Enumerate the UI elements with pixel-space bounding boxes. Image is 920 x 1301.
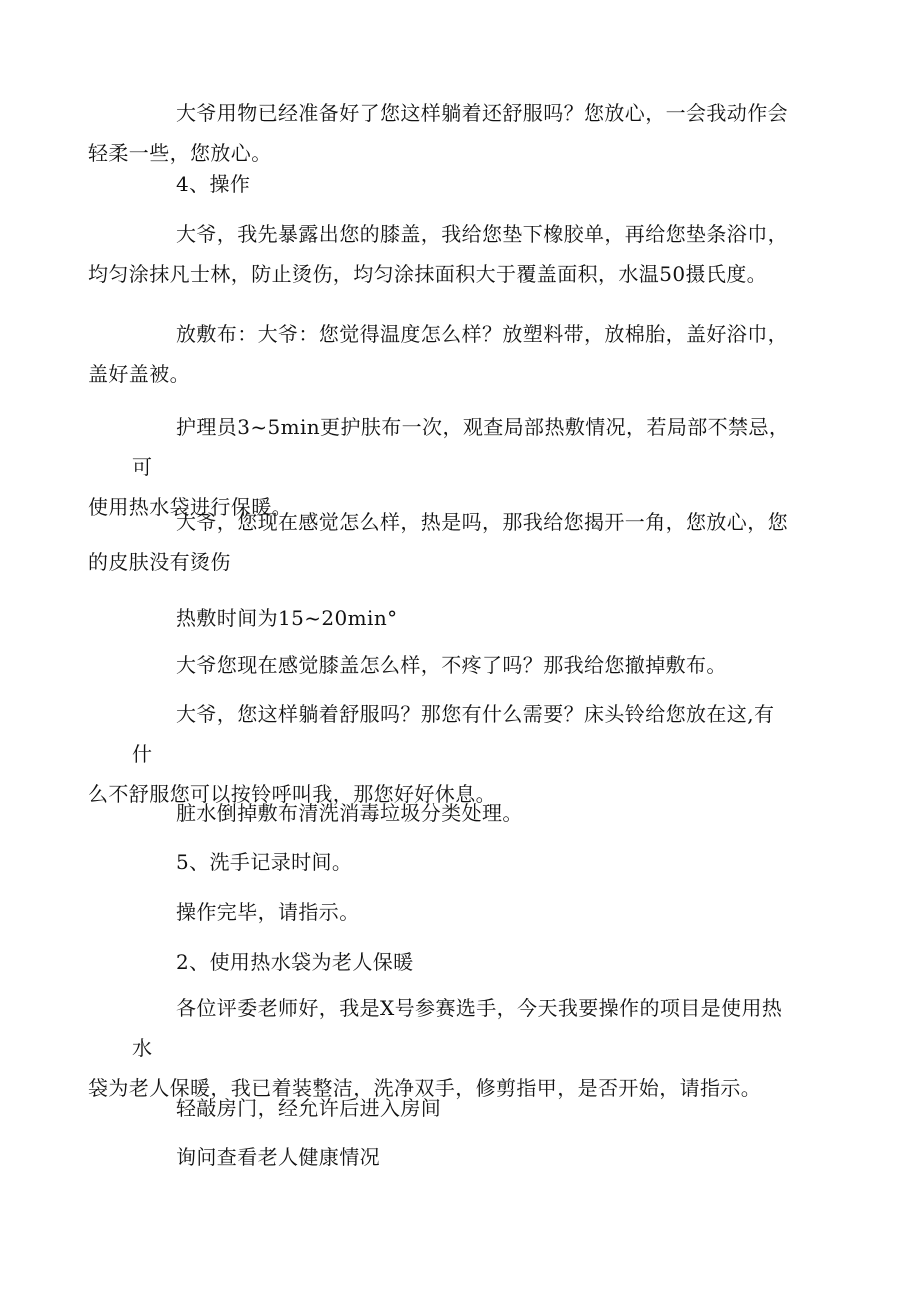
text-line: 均匀涂抹凡士林，防止烫伤，均匀涂抹面积大于覆盖面积，水温50摄氏度。: [88, 262, 768, 286]
text-line: 盖好盖被。: [88, 362, 190, 386]
text-line: 脏水倒掉敷布清洗消毒垃圾分类处理。: [176, 801, 523, 825]
text-line: 大爷，您现在感觉怎么样，热是吗，那我给您揭开一角，您放心，您: [176, 510, 788, 534]
text-line: 4、操作: [176, 172, 251, 196]
paragraph-knock-door: [132, 1088, 792, 1128]
text-line: 大爷，我先暴露出您的膝盖，我给您垫下橡胶单，再给您垫条浴巾，: [176, 222, 788, 246]
paragraph-check-health: [132, 1137, 792, 1177]
paragraph-remove-cloth: [132, 645, 792, 685]
paragraph-check-feeling: [88, 502, 792, 582]
text-line: 大爷用物已经准备好了您这样躺着还舒服吗？您放心，一会我动作会: [176, 101, 788, 125]
paragraph-prep-ready: [88, 93, 792, 173]
paragraph-wash-hands: [132, 842, 792, 882]
text-line: 使用热水袋进行保暖。: [88, 495, 292, 519]
text-line: 询问查看老人健康情况: [176, 1145, 380, 1169]
section-heading-operation: [132, 164, 792, 204]
text-line: 5、洗手记录时间。: [176, 850, 353, 874]
paragraph-compress-time: [132, 598, 792, 638]
text-line: 热敷时间为15~20min°: [176, 606, 398, 630]
text-line: 各位评委老师好，我是X号参赛选手，今天我要操作的项目是使用热水: [132, 996, 783, 1060]
text-line: 护理员3~5min更护肤布一次，观查局部热敷情况，若局部不禁忌，可: [132, 415, 790, 479]
section-heading-hot-water-bag: [132, 942, 792, 982]
paragraph-expose-knee: [88, 214, 792, 294]
text-line: 大爷您现在感觉膝盖怎么样，不疼了吗？那我给您撤掉敷布。: [176, 653, 727, 677]
text-line: 大爷，您这样躺着舒服吗？那您有什么需要？床头铃给您放在这,有什: [132, 702, 775, 766]
text-line: 操作完毕，请指示。: [176, 900, 360, 924]
text-line: 轻柔一些，您放心。: [88, 141, 272, 165]
text-line: 么不舒服您可以按铃呼叫我，那您好好休息。: [88, 782, 496, 806]
paragraph-place-compress: [88, 314, 792, 394]
paragraph-done: [132, 892, 792, 932]
text-line: 2、使用热水袋为老人保暖: [176, 950, 414, 974]
text-line: 袋为老人保暖，我已着装整洁，洗净双手，修剪指甲，是否开始，请指示。: [88, 1076, 762, 1100]
paragraph-cleanup: [132, 793, 792, 833]
text-line: 的皮肤没有烫伤: [88, 550, 231, 574]
text-line: 放敷布：大爷：您觉得温度怎么样？放塑料带，放棉胎，盖好浴巾，: [176, 322, 788, 346]
text-line: 轻敲房门，经允许后进入房间: [176, 1096, 442, 1120]
